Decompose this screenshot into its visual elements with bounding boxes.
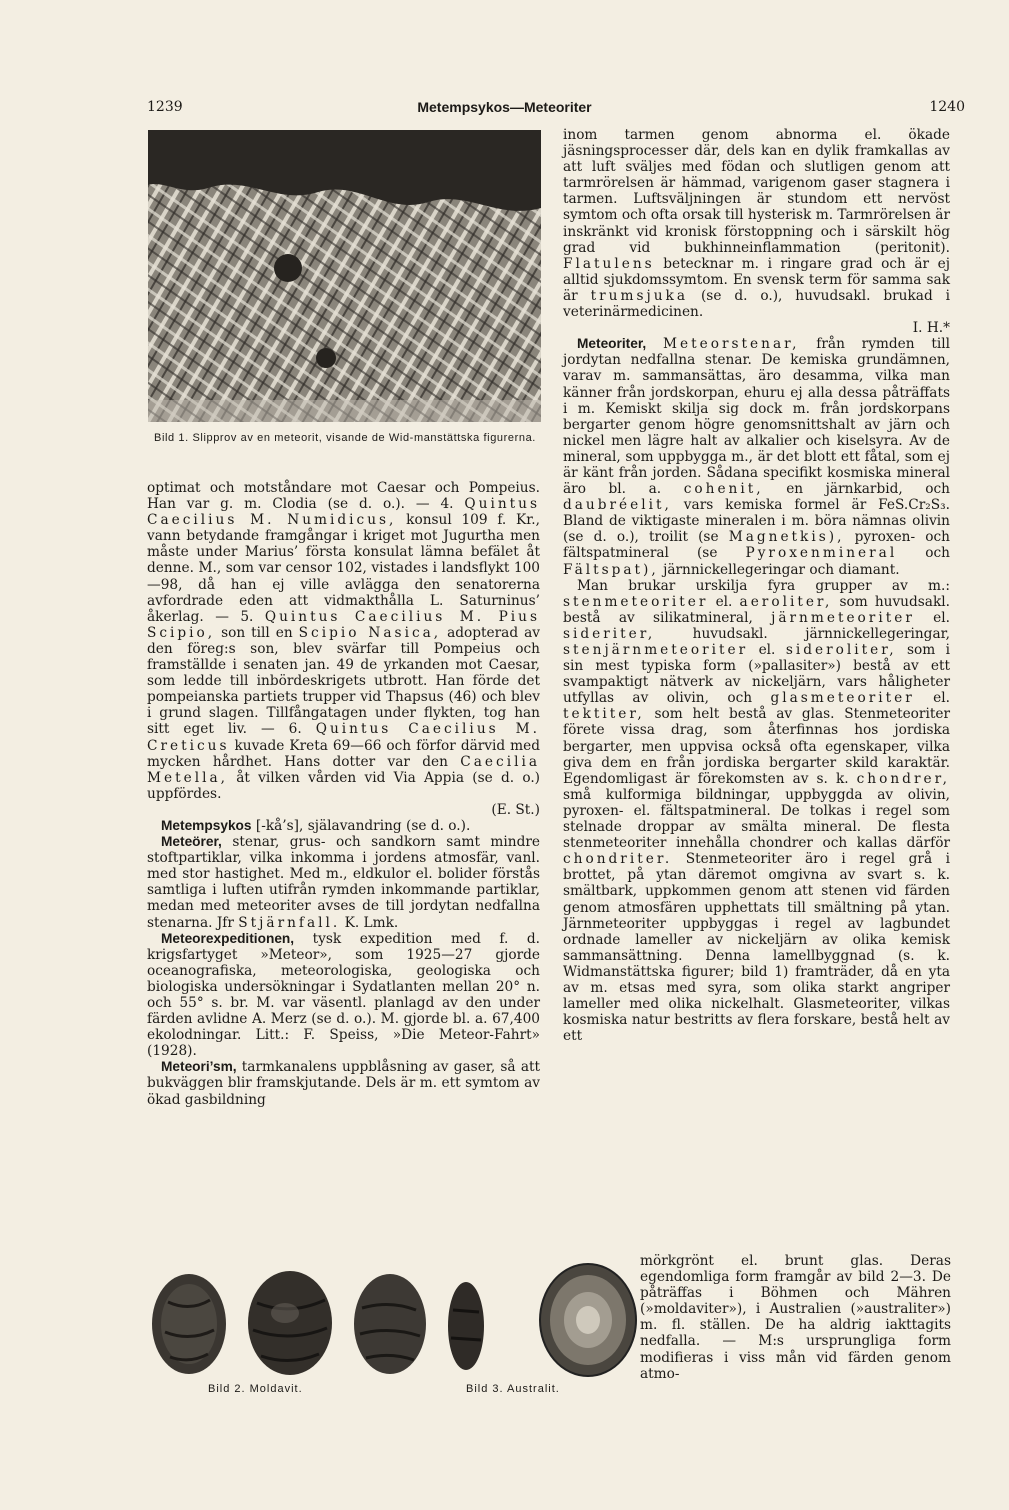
page-number-right: 1240 bbox=[929, 99, 965, 115]
right-column bbox=[563, 127, 950, 1044]
left-column bbox=[147, 480, 540, 1108]
widmanstatten-pattern-image bbox=[148, 130, 541, 422]
moldavit-stone-2 bbox=[245, 1268, 335, 1378]
meteoriter-wrap-text: mörkgrönt el. brunt glas. Deras egendomliga form framgår av bild 2—3. De påträffas i Böhmen och Mähren (»moldaviter»), i Australien (»australiter») m. fl. ställen. De ha aldrig iakttagits nedfalla. — M:s ursprungliga form modifieras i viss mån vid färden genom atmo- bbox=[640, 1253, 951, 1382]
australit-stone bbox=[538, 1262, 638, 1378]
entry-meteorexpeditionen: Meteorexpeditionen, tysk expedition med f. d. krigsfartyget »Meteor», som 1925—27 gjorde oceanografiska, meteorologiska, geologiska och biologiska undersökningar i Sydatlanten mellan 20° n. och 55° s. br. M. var väsentl. planlagd av den under färden avlidne A. Merz (se d. o.). M. gjorde bl. a. 67,400 ekolodningar. Litt.: F. Speiss, »Die Meteor-Fahrt» (1928). bbox=[147, 930, 540, 1060]
meteoriter-groups: Man brukar urskilja fyra grupper av m.: stenmeteoriter el. aeroliter, som huvudsakl. bestå av silikatmineral, järnmeteoriter el. sideriter, huvudsakl. järnnickellegeringar, stenjärnmeteoriter el. sideroliter, som i sin mest typiska form (»pallasiter») bestå av ett svampaktigt nätverk av nickeljärn, vars håligheter utfyllas av olivin, och glasmeteoriter el. tektiter, som helt bestå av glas. Stenmeteoriter förete vissa drag, som återfinnas hos jordiska bergarter, men uppvisa också ofta egenskaper, vilka giva dem en från jordiska bergarter skild karaktär. Egendomligast är förekomsten av s. k. chondrer, små kulformiga bildningar, uppbyggda av olivin, pyroxen- el. fältspatmineral. De tolkas i regel som stelnade droppar av smälta mineral. De flesta stenmeteoriter innehålla chondrer och kallas därför chondriter. Stenmeteoriter äro i regel grå i brottet, på ytan däremot omgivna av svart s. k. smältbark, uppkommen genom att stenen vid färden genom atmosfären upphettats till smältning på ytan. Järnmeteoriter uppbyggas i regel av lagbundet ordnade lameller av nickeljärn av olika kemisk sammansättning. Denna lamellbyggnad (s. k. Widmanstättska figurer; bild 1) framträder, då en yta av m. etsas med syra, som olika starkt angriper lameller med olika nickelhalt. Glasmeteoriter, vilkas kosmiska natur bestritts av flera forskare, bestå helt av ett bbox=[563, 577, 951, 1045]
moldavit-stone-4 bbox=[445, 1280, 487, 1372]
page-header bbox=[0, 99, 1009, 121]
entry-metempsykos: Metempsykos [-kå’s], själavandring (se d. o.). bbox=[161, 817, 471, 834]
paragraph-metellus: optimat och motståndare mot Caesar och Pompeius. Han var g. m. Clodia (se d. o.). — 4. Quintus Caecilius M. Numidicus, konsul 109 f. Kr., vann betydande framgångar i kriget mot Jugurtha men måste under Marius’ första konsulat lämna befälet åt denne. M., som var censor 102, vistades i landsflykt 100—98, då han ej ville avlägga den senatorerna avfordrade eden att vidmakthålla L. Saturninus’ åkerlag. — 5. Quintus Caecilius M. Pius Scipio, son till en Scipio Nasica, adopterad av den föreg:s son, blev svärfar till Pompeius och framställde i senaten jan. 49 de yrkanden mot Caesar, som ledde till inbördeskrigets utbrott. Han förde det pompeianska partiets trupper vid Thapsus (46) och blev i grund slagen. Tillfångatagen under flykten, tog han sitt eget liv. — 6. Quintus Caecilius M. Creticus kuvade Kreta 69—66 och förfor därvid med mycken hårdhet. Hans dotter var den Caecilia Metella, åt vilken vården vid Via Appia (se d. o.) uppfördes. (E. St.) bbox=[147, 480, 541, 818]
running-title: Metempsykos—Meteoriter bbox=[417, 99, 592, 115]
moldavit-stone-3 bbox=[350, 1270, 430, 1378]
meteorism-continued: inom tarmen genom abnorma el. ökade jäsningsprocesser där, dels kan en dylik framkallas av att luft sväljes med födan och slutligen genom att tarmrörelsen är hämmad, varigenom gaser stagnera i tarmen. Luftsväljningen är stundom ett nervöst symtom och ofta orsak till hysterisk m. Tarmrörelsen är inskränkt vid kronisk förstoppning och i särskilt hög grad vid bukhinneinflammation (peritonit). Flatulens betecknar m. i ringare grad och är ej alltid sjukdomssymtom. En svensk term för samma sak är trumsjuka (se d. o.), huvudsakl. brukad i veterinärmedicinen. I. H.* bbox=[563, 127, 950, 337]
page-number-left: 1239 bbox=[147, 99, 183, 115]
moldavit-stone-1 bbox=[150, 1272, 228, 1377]
signature-i-h: I. H.* bbox=[912, 320, 950, 337]
signature-e-st: (E. St.) bbox=[491, 801, 540, 818]
figure-1-meteorite-photo bbox=[148, 130, 541, 422]
figure-2-caption: Bild 2. Moldavit. bbox=[208, 1383, 303, 1395]
entry-meteoriter: Meteoriter, Meteorstenar, från rymden till jordytan nedfallna stenar. De kemiska grundämnen, varav m. sammansättas, äro desamma, vilka man känner från jordskorpan, ehuru ej alla dessa påträffats i m. Kemiskt skilja sig dock m. från jordskorpans bergarter genom högre genomsnittshalt av järn och nickel men lägre halt av alkalier och kiselsyra. Av de mineral, som uppbygga m., är det blott ett fåtal, som ej är känt från jorden. Sådana specifikt kosmiska mineral äro bl. a. cohenit, en järnkarbid, och daubréelit, vars kemiska formel är FeS.Cr₂S₃. Bland de viktigaste mineralen i m. böra nämnas olivin (se d. o.), troilit (se Magnetkis), pyroxen- och fältspatmineral (se Pyroxenmineral och Fältspat), järnnickellegeringar och diamant. bbox=[563, 336, 951, 578]
figure-3-caption: Bild 3. Australit. bbox=[466, 1383, 560, 1395]
figure-1-caption: Bild 1. Slipprov av en meteorit, visande de Wid-manstättska figurerna. bbox=[154, 432, 536, 444]
entry-meteorer: Meteörer, stenar, grus- och sandkorn samt mindre stoftpartiklar, vilka inkomma i jordens atmosfär, vanl. med stor hastighet. Med m., eldkulor el. bolider förstås samtliga i luften utifrån rymden inkommande partiklar, medan med meteoriter avses de till jordytan nedfallna stenarna. Jfr Stjärnfall. K. Lmk. bbox=[147, 834, 540, 931]
entry-meteorism: Meteori’sm, tarmkanalens uppblåsning av gaser, så att bukväggen blir framskjutande. Dels är m. ett symtom av ökad gasbildning bbox=[147, 1059, 540, 1108]
